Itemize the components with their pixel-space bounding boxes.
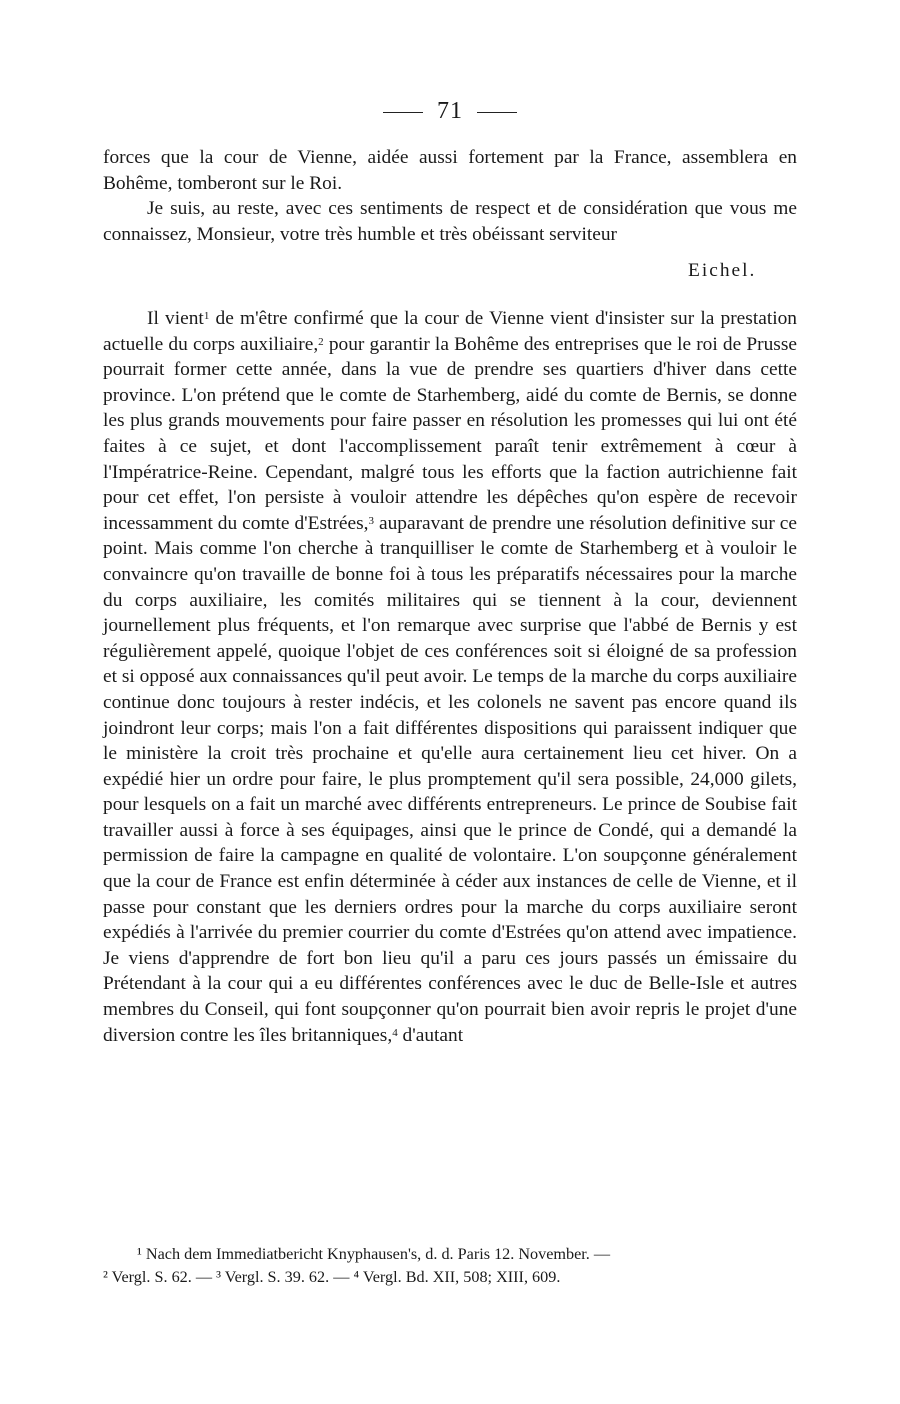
text-run: d'autant	[397, 1024, 464, 1046]
paragraph-closing	[103, 196, 797, 247]
paragraph-text	[103, 306, 797, 1048]
paragraph-report	[103, 306, 797, 1048]
footnote-line: ¹ Nach dem Immediatbericht Knyphausen's, d. d. Paris 12. November. —	[137, 1245, 611, 1263]
text-run: de m'être confirmé que la cour de Vienne vient d'insister sur la prestation actuelle du corps auxiliaire,	[103, 308, 797, 355]
footnote-ref: 3	[368, 514, 375, 527]
text-run: pour garantir la Bohême des entreprises que le roi de Prusse pourrait former cette année, dans la vue de prendre ses quartiers d'hiver dans cette province. L'on prétend que le comte de Starhemberg, aidé du comte de Bernis, se donne les plus grands mouvements pour faire passer en résolution les promesses qui lui ont été faites à ce sujet, et dont l'accomplissement paraît tenir extrêmement à cœur à l'Impératrice-Reine. Cependant, malgré tous les efforts que la faction autrichienne fait pour cet effet, l'on persiste à vouloir attendre les dépêches qu'on espère de recevoir incessamment du comte d'Estrées,	[103, 333, 797, 534]
signature: Eichel.	[688, 260, 757, 281]
footnote-ref: 4	[392, 1026, 398, 1039]
paragraph-text: Je suis, au reste, avec ces sentiments de respect et de considération que vous me connaissez, Monsieur, votre très humble et très obéissant serviteur	[103, 198, 797, 245]
paragraph-text: forces que la cour de Vienne, aidée aussi fortement par la France, assemblera en Bohême, tomberont sur le Roi.	[103, 147, 797, 194]
footnote-line: ² Vergl. S. 62. — ³ Vergl. S. 39. 62. — ⁴ Vergl. Bd. XII, 508; XIII, 609.	[103, 1268, 561, 1286]
page-header	[0, 98, 900, 125]
text-run: Il vient	[147, 308, 204, 329]
paragraph-continuation	[103, 145, 797, 196]
header-dash-right	[477, 112, 517, 113]
footnote-ref: 2	[318, 335, 324, 348]
footnote-ref: 1	[203, 310, 210, 322]
text-run: auparavant de prendre une résolution definitive sur ce point. Mais comme l'on cherche à tranquilliser le comte de Starhemberg et à vouloir le convaincre qu'on travaille de bonne foi à tous les préparatifs nécessaires pour la marche du corps auxiliaire, les comités militaires qui se tiennent à la cour, deviennent journellement plus fréquents, et l'on remarque avec surprise que l'abbé de Bernis y est régulièrement appelé, quoique l'objet de ces conférences soit si éloigné de sa profession et si opposé aux connaissances qu'il peut avoir. Le temps de la marche du corps auxiliaire continue donc toujours à rester indécis, et les colonels ne savent pas encore quand ils joindront leur corps; mais l'on a fait différentes dispositions qui paraissent indiquer que le ministère la croit très prochaine et qu'elle aura certainement lieu cet hiver. On a expédié hier un ordre pour faire, le plus promptement qu'il sera possible, 24,000 gilets, pour lesquels on a fait un marché avec différents entrepreneurs. Le prince de Soubise fait travailler aussi à force à ses équipages, ainsi que le prince de Condé, qui a demandé la permission de faire la campagne en qualité de volontaire. L'on soupçonne généralement que la cour de France est enfin déterminée à céder aux instances de celle de Vienne, et il passe pour constant que les derniers ordres pour la marche du corps auxiliaire seront expédiés à l'arrivée du premier courrier du comte d'Estrées qu'on attend avec impatience. Je viens d'apprendre de fort bon lieu qu'il a paru ces jours passés un émissaire du Prétendant à la cour qui a eu différentes conférences avec le duc de Belle-Isle et autres membres du Conseil, qui font soupçonner qu'on pourrait bien avoir repris le projet d'une diversion contre les îles britanniques,	[103, 512, 797, 1046]
page-number: 71	[437, 98, 463, 124]
header-dash-left	[383, 112, 423, 113]
footnotes	[103, 1243, 797, 1289]
